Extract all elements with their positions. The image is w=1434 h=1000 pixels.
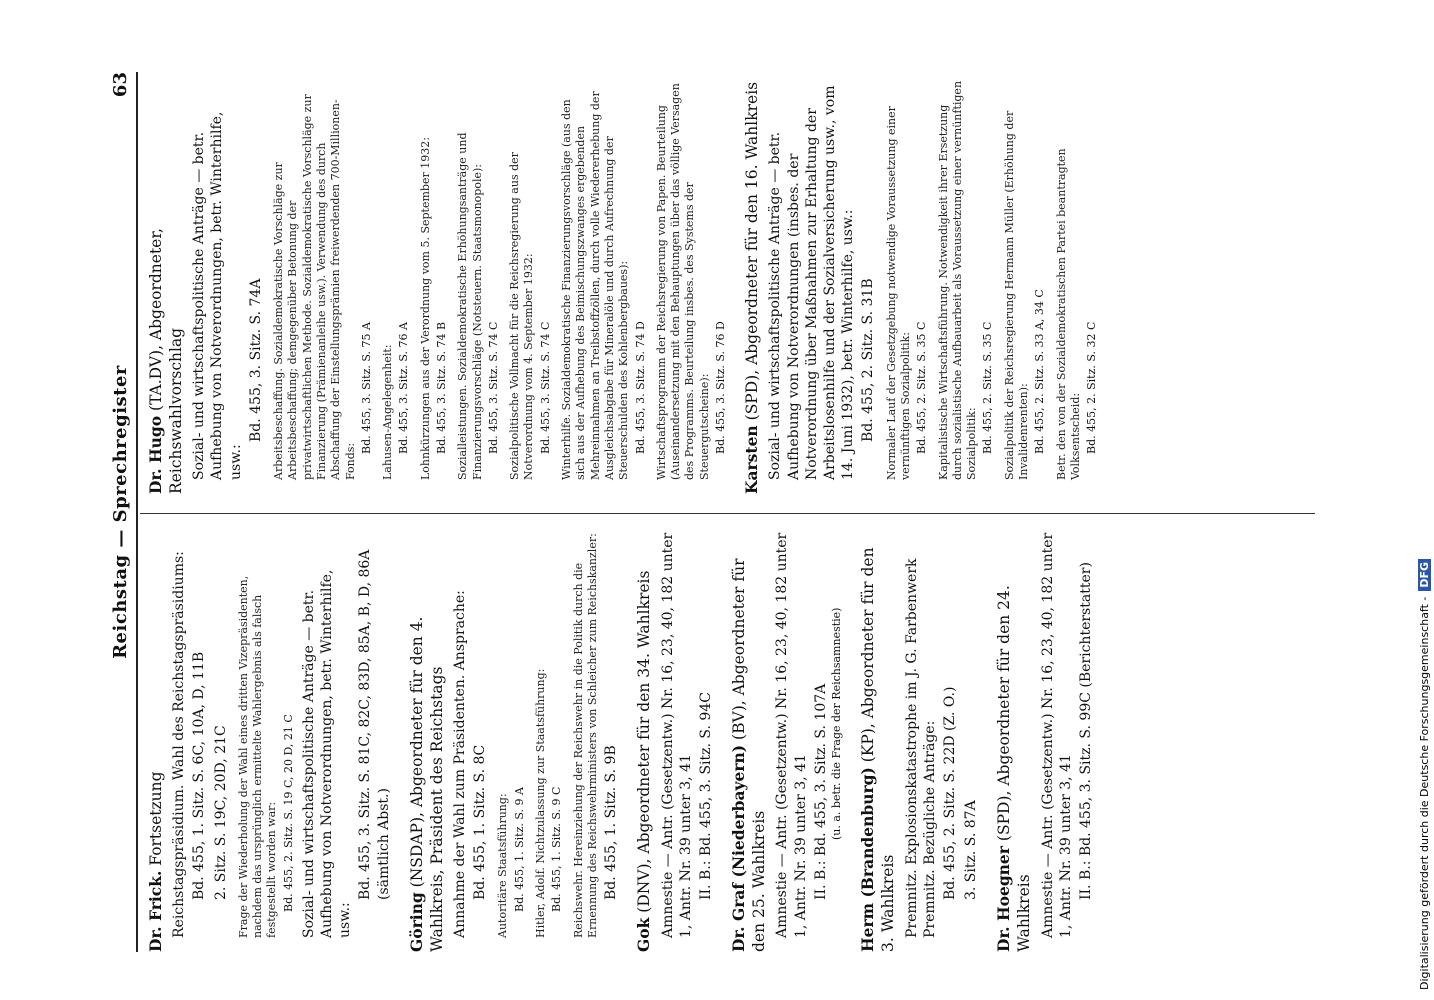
header-rule [136,72,138,952]
entry-heading [407,532,447,952]
reference-text: Reichswehr. Hereinziehung der Reichswehr in die Politik durch die Ernennung des Reichswehrministers von Schleicher zum Reichskanzler: [571,533,599,938]
right-column [146,74,1113,494]
subject-note [419,74,433,480]
reference-text: Bd. 455, 2. Sitz. S. 33 A, 34 C [1033,289,1047,454]
volume-reference [471,532,489,900]
speaker-name: Dr. Frick. [146,870,165,952]
volume-reference [714,74,728,454]
page-header [110,72,136,952]
subject-note [937,74,980,480]
entry-heading [858,532,898,952]
subject-note [560,74,631,480]
subject-note [655,74,712,480]
speaker-affiliation: (NSDAP), Abgeordneter für den 4. Wahlkreis, Präsident des Reichstags [407,616,446,952]
subject-note [1003,74,1032,480]
volume-reference [356,532,392,900]
subject-heading [659,532,695,938]
reference-remark: (u. a. betr. die Frage der Reichsamnestie) [830,607,843,840]
subject-heading [766,74,857,480]
entry-heading [146,532,166,952]
register-entry [146,532,393,952]
speaker-name: Dr. Hugo [146,415,165,494]
reference-text: Bd. 455, 3. Sitz. S. 75 A [359,322,373,454]
volume-reference [812,532,844,900]
reference-text: Amnestie — Antr. (Gesetzentw.) Nr. 16, 23, 40, 182 unter 1, Antr. Nr. 39 unter 3, 41 [774,532,809,938]
reference-text: Bd. 455, 3. Sitz. S. 74 C [538,321,552,454]
reference-text: Reichstagspräsidium. Wahl des Reichstagspräsidiums: [171,551,188,938]
entry-heading [994,532,1034,952]
speaker-name: Dr. Graf (Niederbayern) [729,744,749,952]
reference-text: Premnitz. Explosionskatastrophe im J. G. Farbenwerk Premnitz. Bezügliche Anträge: [903,558,938,938]
dfg-logo: DFG [1418,559,1431,591]
register-entry [407,532,621,952]
reference-text: II. B.: Bd. 455, 3. Sitz. S. 107A [812,683,829,900]
entry-heading [742,74,762,494]
entry-heading [634,532,654,952]
subject-note [572,532,601,938]
digitization-credit [1418,0,1432,990]
reference-text: Normaler Lauf der Gesetzgebung notwendige Voraussetzung einer vernünftigen Sozialpolitik: [884,106,912,480]
reference-text: Amnestie — Antr. (Gesetzentw.) Nr. 16, 23, 40, 182 unter 1, Antr. Nr. 39 unter 3, 41 [1039,532,1074,938]
reference-text: Bd. 455, 3. Sitz. S. 74 D [633,321,647,454]
subject-note [508,74,537,480]
volume-reference [1033,74,1047,454]
reference-text: Bd. 455, 1. Sitz. S. 6C, 10A, D, 11B [191,651,208,900]
speaker-name: Göring [406,892,426,952]
volume-reference [981,74,995,454]
page-number: 63 [110,72,131,98]
reference-text: 3. Sitz. S. 87A [963,800,980,900]
reference-text: Sozial- und wirtschaftspolitische Anträge — betr. Aufhebung von Notverordnungen, betr. Winterhilfe, usw.: [191,111,244,480]
subject-heading [773,532,809,938]
subject-note [496,532,510,938]
speaker-affiliation: Fortsetzung [147,771,165,866]
subject-heading [1039,532,1075,938]
reference-text: Autoritäre Staatsführung: [496,793,510,938]
subject-heading [903,532,939,938]
speaker-name: Karsten [742,425,762,494]
reference-text: Lahusen-Angelegenheit: [381,344,395,480]
volume-reference [487,74,501,454]
reference-text: Bd. 455, 3. Sitz. S. 74A [247,278,264,442]
reference-text: Bd. 455, 2. Sitz. S. 35 C [915,321,929,454]
reference-text: Lohnkürzungen aus der Verordnung vom 5. September 1932: [418,137,432,480]
register-entry [858,532,980,952]
rotated-page-content [110,72,1330,952]
reference-text: Bd. 455, 2. Sitz. S. 22D (Z. O.) [941,686,958,900]
reference-text: Bd. 455, 3. Sitz. S. 81C, 82C, 83D, 85A, B, D, 86A (sämtlich Abst.) [357,549,392,900]
volume-reference [397,74,411,454]
reference-text: Sozial- und wirtschaftspolitische Anträge — betr. Aufhebung von Notverordnungen, betr. Winterhilfe, usw.: [300,569,354,938]
digitization-credit-text: Digitalisierung gefördert durch die Deutsche Forschungsgemeinschaft - [1418,596,1431,990]
register-entry [146,74,728,494]
subject-note [534,532,548,938]
volume-reference [282,532,296,912]
column-divider [140,513,1315,514]
reference-text: Sozialleistungen. Sozialdemokratische Erhöhungsanträge und Finanzierungsvorschläge (Notsteuern. Staatsmonopole): [456,132,484,480]
reference-text: Sozialpolitische Vollmacht für die Reichsregierung aus der Notverordnung vom 4. September 1932: [508,152,536,480]
speaker-name: Gok [634,917,654,952]
reference-text: Bd. 455, 1. Sitz. S. 9B [603,745,620,900]
left-column [146,532,1109,952]
speaker-affiliation: (SPD), Abgeordneter für den 24. Wahlkreis [995,585,1034,952]
subject-note [1055,74,1084,480]
volume-reference [1085,74,1099,454]
subject-heading [451,532,469,938]
entry-heading [729,532,769,952]
entry-heading [146,74,186,494]
speaker-affiliation: (BV), Abgeordneter für den 25. Wahlkreis [730,558,769,952]
speaker-affiliation: (DNV), Abgeordneter für den 34. Wahlkreis [635,570,654,913]
reference-text: Betr. den von der Sozialdemokratischen Partei beantragten Volksentscheid: [1054,148,1082,480]
reference-text: Bd. 455, 3. Sitz. S. 74 C [486,321,500,454]
reference-text: Winterhilfe. Sozialdemokratische Finanzierungsvorschläge (aus den sich aus der Aufhebung des Beimischungszwanges ergebenden Mehreinnahmen an Treibstoffzöllen, durch volle Wiedererhebung der Ausgleichsabgabe für Mineralöle und durch Aufrechnung der Steuerschulden des Kohlenbergbaues): [560,91,631,480]
reference-text: Annahme der Wahl zum Präsidenten. Ansprache: [452,590,469,938]
register-entry [994,532,1095,952]
volume-reference [190,532,208,900]
reference-text: Bd. 455, 2. Sitz. S. 31B [860,278,877,442]
volume-reference [941,532,959,900]
volume-reference [247,74,265,442]
reference-text: Hitler, Adolf. Nichtzulassung zur Staatsführung: [534,668,548,938]
volume-reference [602,532,620,900]
volume-reference [212,532,230,900]
reference-text: Bd. 455, 1. Sitz. S. 9 C [550,786,564,912]
subject-note [237,532,280,938]
volume-reference [859,74,877,442]
register-entry [634,532,715,952]
volume-reference [360,74,374,454]
reference-text: Bd. 455, 3. Sitz. S. 74 B [435,321,448,454]
speaker-affiliation: (SPD), Abgeordneter für den 16. Wahlkreis [743,81,762,421]
reference-text: Frage der Wiederholung der Wahl eines dritten Vizepräsidenten, nachdem das ursprünglich ermittelte Wahlergebnis als falsch festgestellt worden war: [236,575,279,938]
reference-text: Bd. 455, 2. Sitz. S. 32 C [1085,321,1099,454]
reference-text: Kapitalistische Wirtschaftsführung. Notwendigkeit ihrer Ersetzung durch sozialistische Aufbauarbeit als Voraussetzung einer vernünftigen Sozialpolitik: [936,80,979,480]
speaker-affiliation: (TA.DV), Abgeordneter, Reichswahlvorschlag [147,228,186,494]
subject-heading [170,532,188,938]
volume-reference [435,74,449,454]
volume-reference [1077,532,1095,900]
subject-heading [190,74,245,480]
subject-note [456,74,485,480]
subject-note [272,74,358,480]
reference-text: Sozialpolitik der Reichsregierung Hermann Müller (Erhöhung der Invalidenrenten): [1002,110,1030,480]
reference-text: Bd. 455, 1. Sitz. S. 9 A [512,787,526,912]
register-entry [729,532,844,952]
volume-reference [550,532,564,912]
reference-text: II. B.: Bd. 455, 3. Sitz. S. 99C (Berichterstatter) [1077,562,1094,900]
reference-text: Amnestie — Antr. (Gesetzentw.) Nr. 16, 23, 40, 182 unter 1, Antr. Nr. 39 unter 3, 41 [659,532,694,938]
speaker-affiliation: (KP), Abgeordneter für den 3. Wahlkreis [859,547,898,952]
volume-reference [513,532,527,912]
volume-reference [915,74,929,454]
register-entry [742,74,1099,494]
subject-note [381,74,395,480]
reference-text: II. B.: Bd. 455, 3. Sitz. S. 94C [697,692,714,900]
speaker-name: Herm (Brandenburg) [858,767,878,952]
volume-reference [697,532,715,900]
reference-text: Arbeitsbeschaffung. Sozialdemokratische Vorschläge zur Arbeitsbeschaffung; demgegenüber Betonung der privatwirtschaftlichen Methode. Sozialdemokratische Vorschläge zur Finanzierung (Prämienanleihe usw.). Verwendung des durch Abschaffung der Einstellungsprämien freiwerdenden 700-Millionen-Fonds: [272,94,357,480]
reference-text: Bd. 455, 2. Sitz. S. 19 C, 20 D, 21 C [281,714,295,912]
reference-text: Bd. 455, 3. Sitz. S. 76 D [714,321,728,454]
speaker-name: Dr. Hoegner [994,846,1014,952]
reference-text: 2. Sitz. S. 19C, 20D, 21C [212,725,229,900]
reference-text: Sozial- und wirtschaftspolitische Anträge — betr. Aufhebung von Notverordnungen (insbes. der Notverordnung über Maßnahmen zur Erhaltung der Arbeitslosenhilfe und der Sozialversicherung usw., vom 14. Juni 1932), betr. Winterhilfe, usw.: [767,85,857,480]
volume-reference [962,532,980,900]
running-title: Reichstag — Sprechregister [110,365,131,659]
reference-text: Wirtschaftsprogramm der Reichsregierung von Papen. Beurteilung (Auseinandersetzung mit den Behauptungen über das völlige Versagen des Programms. Beurteilung insbes. des Systems der Steuergutscheine): [654,83,711,480]
volume-reference [634,74,648,454]
volume-reference [539,74,553,454]
reference-text: Bd. 455, 3. Sitz. S. 76 A [397,322,411,454]
subject-note [885,74,914,480]
reference-text: Bd. 455, 1. Sitz. S. 8C [472,744,489,900]
subject-heading [300,532,355,938]
reference-text: Bd. 455, 2. Sitz. S. 35 C [981,321,995,454]
